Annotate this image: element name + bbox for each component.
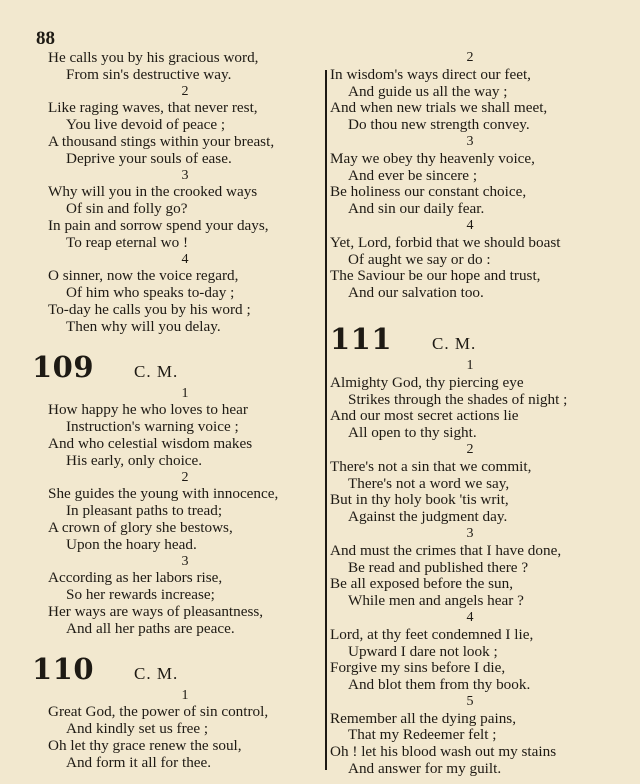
hymn-line: And kindly set us free ; [66, 720, 209, 738]
verse-number: 2 [181, 469, 189, 485]
hymn-line: Forgive my sins before I die, [330, 659, 506, 677]
hymn-line: So her rewards increase; [66, 586, 215, 604]
hymn-line: Her ways are ways of pleasantness, [48, 602, 264, 620]
hymn-line: That my Redeemer felt ; [348, 726, 497, 744]
hymn-meter: C. M. [134, 361, 179, 381]
hymn-line: Oh let thy grace renew the soul, [48, 736, 242, 754]
hymn-line: To-day he calls you by his word ; [48, 300, 251, 318]
hymn-line: Against the judgment day. [348, 508, 508, 526]
hymn-line: And our most secret actions lie [330, 407, 519, 425]
verse-number: 2 [466, 441, 474, 457]
hymn-line: From sin's destructive way. [66, 65, 232, 83]
hymn-line: The Saviour be our hope and trust, [330, 267, 541, 285]
hymn-line: All open to thy sight. [348, 424, 477, 442]
hymn-line: And blot them from thy book. [348, 676, 531, 694]
hymn-line: In pleasant paths to tread; [66, 502, 223, 520]
hymn-line: And must the crimes that I have done, [330, 541, 562, 559]
hymn-meter: C. M. [432, 333, 477, 353]
verse-number: 1 [181, 687, 189, 703]
hymn-line: Of aught we say or do : [348, 250, 491, 268]
hymn-line: Almighty God, thy piercing eye [330, 373, 524, 391]
verse-number: 1 [466, 357, 474, 373]
hymn-number: 111 [330, 321, 393, 356]
hymn-line: Deprive your souls of ease. [66, 149, 232, 167]
hymn-header [330, 322, 610, 358]
hymn-line: Oh ! let his blood wash out my stains [330, 743, 557, 761]
hymn-line: Do thou new strength convey. [348, 116, 530, 134]
page-number: 88 [36, 28, 55, 49]
hymn-line: Upward I dare not look ; [348, 642, 498, 660]
hymn-line: Great God, the power of sin control, [48, 703, 269, 721]
hymn-line: His early, only choice. [66, 451, 203, 469]
hymn-header [32, 652, 322, 688]
column-divider [325, 70, 327, 770]
hymn-line: O sinner, now the voice regard, [48, 267, 239, 285]
verse-number: 5 [466, 693, 474, 709]
hymn-line: According as her labors rise, [48, 569, 223, 587]
left-column [32, 49, 322, 771]
hymn-meter: C. M. [134, 663, 179, 683]
hymn-line: Like raging waves, that never rest, [48, 99, 258, 117]
hymn-line: And guide us all the way ; [348, 82, 508, 100]
hymn-line: Remember all the dying pains, [330, 709, 517, 727]
hymn-line: Of sin and folly go? [66, 200, 188, 218]
verse-number: 2 [466, 50, 474, 65]
hymn-line: Be holiness our constant choice, [330, 183, 527, 201]
verse-number: 4 [466, 609, 474, 625]
hymn-line: He calls you by his gracious word, [48, 49, 259, 66]
hymn-line: Upon the hoary head. [66, 535, 197, 553]
hymn-line: Strikes through the shades of night ; [348, 390, 568, 408]
verse-number: 1 [181, 385, 189, 401]
hymn-line: A thousand stings within your breast, [48, 132, 275, 150]
hymn-line: Of him who speaks to-day ; [66, 284, 235, 302]
hymn-line: Yet, Lord, forbid that we should boast [330, 233, 561, 251]
hymn-line: But in thy holy book 'tis writ, [330, 491, 509, 509]
right-column [330, 50, 610, 778]
hymn-line: How happy he who loves to hear [48, 401, 248, 419]
hymn-line: And ever be sincere ; [348, 166, 478, 184]
hymn-line: May we obey thy heavenly voice, [330, 149, 535, 167]
hymn-line: To reap eternal wo ! [66, 233, 189, 251]
hymn-number: 110 [32, 651, 95, 686]
hymn-line: Lord, at thy feet condemned I lie, [330, 625, 534, 643]
hymn-line: And when new trials we shall meet, [330, 99, 548, 117]
hymn-line: And our salvation too. [348, 284, 484, 302]
hymn-line: You live devoid of peace ; [66, 116, 226, 134]
hymn-line: Instruction's warning voice ; [66, 418, 239, 436]
hymn-line: Then why will you delay. [66, 317, 221, 335]
hymn-line: There's not a word we say, [348, 474, 510, 492]
verse-number: 3 [466, 525, 474, 541]
hymn-line: Why will you in the crooked ways [48, 183, 258, 201]
hymn-line: There's not a sin that we commit, [330, 457, 532, 475]
verse-number: 3 [466, 133, 474, 149]
hymn-line: And sin our daily fear. [348, 200, 485, 218]
hymn-line: And answer for my guilt. [348, 760, 502, 778]
verse-number: 4 [181, 251, 189, 267]
verse-number: 4 [466, 217, 474, 233]
hymn-number: 109 [32, 349, 95, 384]
hymn-line: In wisdom's ways direct our feet, [330, 65, 531, 83]
hymn-line: A crown of glory she bestows, [48, 518, 233, 536]
hymn-line: In pain and sorrow spend your days, [48, 216, 269, 234]
hymn-line: While men and angels hear ? [348, 592, 524, 610]
hymn-line: And who celestial wisdom makes [48, 434, 253, 452]
hymn-line: And all her paths are peace. [66, 619, 235, 637]
hymn-line: She guides the young with innocence, [48, 485, 279, 503]
hymn-line: And form it all for thee. [66, 753, 212, 771]
verse-number: 3 [181, 553, 189, 569]
verse-number: 2 [181, 83, 189, 99]
hymn-line: Be all exposed before the sun, [330, 575, 514, 593]
hymn-header [32, 350, 322, 386]
verse-number: 3 [181, 167, 189, 183]
hymn-line: Be read and published there ? [348, 558, 529, 576]
